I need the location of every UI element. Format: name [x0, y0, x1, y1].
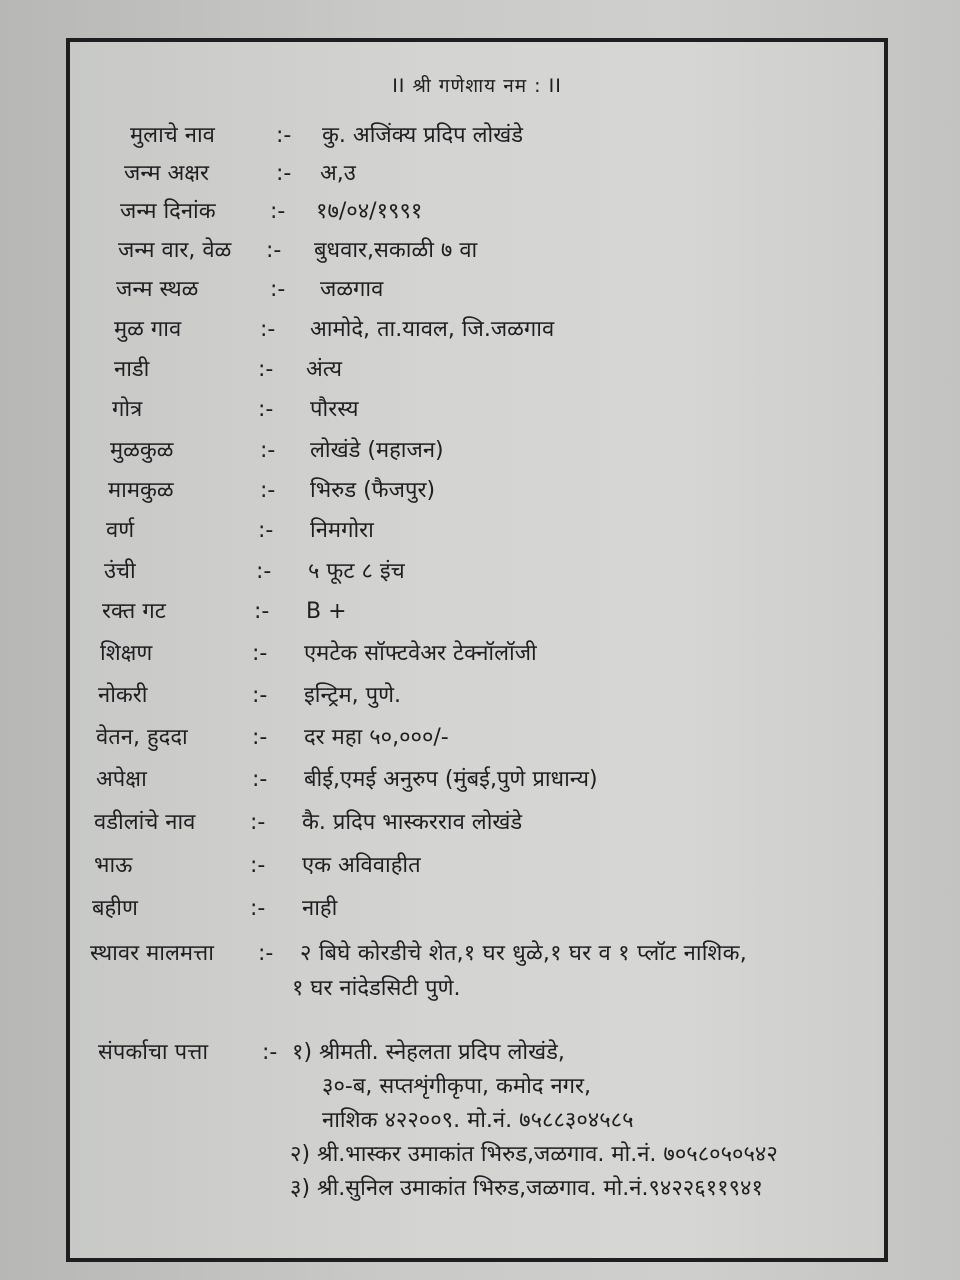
field-label: जन्म अक्षर	[124, 161, 210, 186]
field-row-expectations	[70, 760, 884, 800]
field-row-salary	[70, 718, 884, 758]
field-value: निमगोरा	[310, 518, 374, 543]
field-separator: :-	[276, 123, 292, 148]
contact-label: संपर्काचा पत्ता	[98, 1040, 209, 1065]
document-header: II श्री गणेशाय नम : II	[392, 75, 562, 97]
field-label: नोकरी	[98, 683, 148, 708]
field-row-brother	[70, 846, 884, 886]
field-separator: :-	[270, 277, 286, 302]
field-row-property	[70, 934, 884, 974]
field-row-child-name	[70, 116, 884, 156]
field-label: मुळकुळ	[110, 438, 174, 463]
field-value: नाही	[302, 896, 338, 921]
contact-line: ३) श्री.सुनिल उमाकांत भिरुड,जळगाव. मो.नं.९४२२६११९४१	[290, 1176, 763, 1201]
field-label: रक्त गट	[102, 599, 166, 624]
field-row-birth-day-time	[70, 231, 884, 271]
field-value: अ,उ	[320, 161, 356, 186]
field-value: जळगाव	[320, 277, 384, 302]
field-separator: :-	[270, 199, 286, 224]
field-label: वडीलांचे नाव	[94, 810, 196, 835]
field-row-birth-place	[70, 270, 884, 310]
field-label: अपेक्षा	[96, 767, 147, 792]
field-row-maternal-clan	[70, 471, 884, 511]
field-label: वर्ण	[106, 518, 135, 543]
field-label: मुलाचे नाव	[130, 123, 215, 148]
field-label: जन्म स्थळ	[116, 277, 199, 302]
field-label: नाडी	[114, 357, 150, 382]
field-label: गोत्र	[112, 397, 143, 422]
field-separator: :-	[276, 161, 292, 186]
field-separator: :-	[260, 317, 276, 342]
field-separator: :-	[254, 599, 270, 624]
field-separator: :-	[250, 853, 266, 878]
field-separator: :-	[258, 397, 274, 422]
field-label: बहीण	[92, 896, 138, 921]
field-value: दर महा ५०,०००/-	[304, 725, 449, 750]
field-separator: :-	[250, 896, 266, 921]
field-label: जन्म दिनांक	[120, 199, 216, 224]
field-value: B +	[306, 599, 347, 624]
field-row-nadi	[70, 350, 884, 390]
field-label: मामकुळ	[108, 478, 174, 503]
field-value: इन्ट्रिम, पुणे.	[304, 683, 402, 708]
field-separator: :-	[250, 810, 266, 835]
contact-separator: :-	[262, 1040, 278, 1065]
field-separator: :-	[266, 238, 282, 263]
field-separator: :-	[252, 725, 268, 750]
field-row-complexion	[70, 511, 884, 551]
document-frame	[66, 38, 888, 1262]
field-row-gotra	[70, 390, 884, 430]
field-separator: :-	[252, 767, 268, 792]
field-value: बुधवार,सकाळी ७ वा	[314, 238, 478, 263]
field-row-education	[70, 634, 884, 674]
field-row-paternal-clan	[70, 431, 884, 471]
field-value: २ बिघे कोरडीचे शेत,१ घर धुळे,१ घर व १ प्लॉट नाशिक,	[300, 941, 747, 966]
field-row-sister	[70, 889, 884, 929]
field-label: वेतन, हुददा	[96, 725, 188, 750]
field-row-birth-date	[70, 192, 884, 232]
field-label: जन्म वार, वेळ	[118, 238, 232, 263]
field-label: शिक्षण	[100, 641, 153, 666]
contact-line: २) श्री.भास्कर उमाकांत भिरुड,जळगाव. मो.नं. ७०५८०५०५४२	[290, 1142, 778, 1167]
field-value: भिरुड (फैजपुर)	[310, 478, 436, 503]
field-value: अंत्य	[306, 357, 342, 382]
field-value: बीई,एमई अनुरुप (मुंबई,पुणे प्राधान्य)	[304, 767, 598, 792]
field-separator: :-	[260, 438, 276, 463]
field-row-blood-group	[70, 592, 884, 632]
field-separator: :-	[258, 941, 274, 966]
field-value: पौरस्य	[310, 397, 359, 422]
field-separator: :-	[252, 641, 268, 666]
field-value: ५ फूट ८ इंच	[308, 559, 405, 584]
field-value: कै. प्रदिप भास्करराव लोखंडे	[302, 810, 523, 835]
field-label: स्थावर मालमत्ता	[90, 941, 214, 966]
contact-line: ३०-ब, सप्तशृंगीकृपा, कमोद नगर,	[322, 1074, 592, 1099]
field-separator: :-	[258, 518, 274, 543]
field-value: लोखंडे (महाजन)	[310, 438, 444, 463]
field-separator: :-	[258, 357, 274, 382]
contact-line: नाशिक ४२२००९. मो.नं. ७५८८३०४५८५	[322, 1108, 634, 1133]
field-row-birth-letter	[70, 154, 884, 194]
field-separator: :-	[256, 559, 272, 584]
field-value: कु. अजिंक्य प्रदिप लोखंडे	[322, 123, 524, 148]
field-row-job	[70, 676, 884, 716]
property-value-line2: १ घर नांदेडसिटी पुणे.	[292, 976, 461, 1001]
contact-line: १) श्रीमती. स्नेहलता प्रदिप लोखंडे,	[292, 1040, 565, 1065]
field-row-father-name	[70, 803, 884, 843]
field-label: उंची	[104, 559, 136, 584]
field-separator: :-	[252, 683, 268, 708]
field-label: भाऊ	[94, 853, 133, 878]
field-row-height	[70, 552, 884, 592]
field-value: १७/०४/१९९१	[316, 199, 423, 224]
field-value: आमोदे, ता.यावल, जि.जळगाव	[310, 317, 555, 342]
field-row-native-village	[70, 310, 884, 350]
field-value: एक अविवाहीत	[302, 853, 421, 878]
field-separator: :-	[260, 478, 276, 503]
field-label: मुळ गाव	[114, 317, 182, 342]
field-value: एमटेक सॉफ्टवेअर टेक्नॉलॉजी	[304, 641, 537, 666]
